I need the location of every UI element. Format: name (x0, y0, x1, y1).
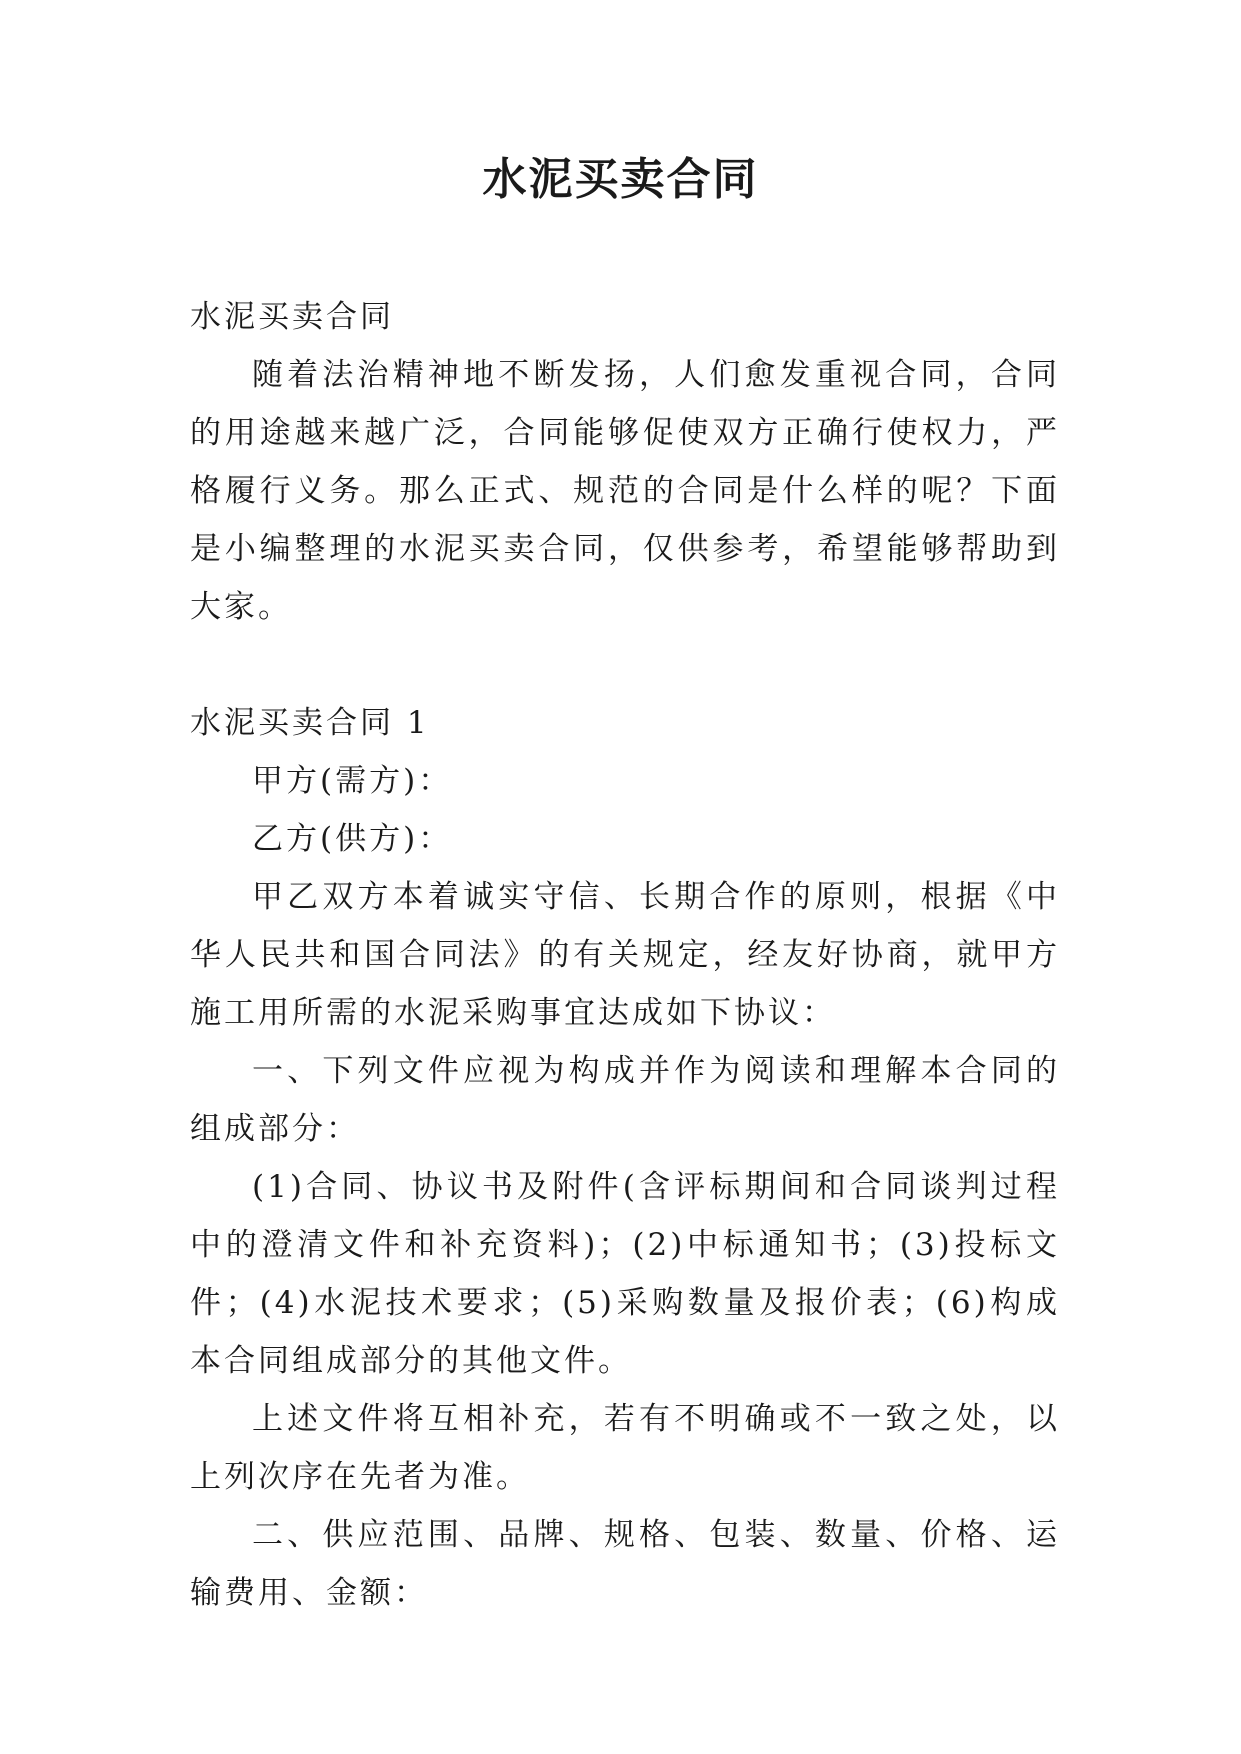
document-subtitle: 水泥买卖合同 (190, 299, 394, 335)
paragraph-gap (190, 636, 1060, 694)
party-b-line: 乙方(供方)： (252, 821, 453, 857)
document-title: 水泥买卖合同 (482, 154, 759, 205)
intro-paragraph: 随着法治精神地不断发扬，人们愈发重视合同，合同的用途越来越广泛，合同能够促使双方正确行使权力，严格履行义务。那么正式、规范的合同是什么样的呢？下面是小编整理的水泥买卖合同，仅供参考，希望能够帮助到大家。 (190, 357, 1060, 625)
clause-1-note: 上述文件将互相补充，若有不明确或不一致之处，以上列次序在先者为准。 (190, 1401, 1060, 1495)
clause-1-items: (1)合同、协议书及附件(含评标期间和合同谈判过程中的澄清文件和补充资料)；(2)中标通知书；(3)投标文件；(4)水泥技术要求；(5)采购数量及报价表；(6)构成本合同组成部分的其他文件。 (190, 1169, 1060, 1379)
preamble-paragraph: 甲乙双方本着诚实守信、长期合作的原则，根据《中华人民共和国合同法》的有关规定，经友好协商，就甲方施工用所需的水泥采购事宜达成如下协议： (190, 879, 1060, 1031)
section-heading: 水泥买卖合同 1 (190, 705, 430, 741)
clause-1: 一、下列文件应视为构成并作为阅读和理解本合同的组成部分： (190, 1053, 1060, 1147)
clause-2: 二、供应范围、品牌、规格、包装、数量、价格、运输费用、金额： (190, 1517, 1060, 1611)
party-a-line: 甲方(需方)： (252, 763, 453, 799)
document-body (190, 288, 1060, 1622)
